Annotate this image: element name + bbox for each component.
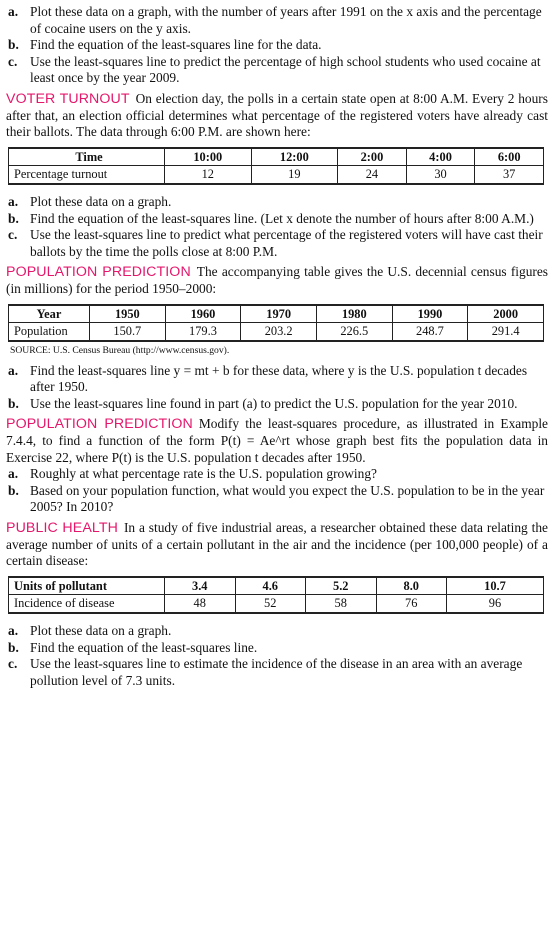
table-cell: Units of pollutant [9,577,165,595]
item-label: b. [8,482,19,498]
item-label: a. [8,623,19,638]
table-cell: 76 [376,595,447,613]
problem-text: The accompanying table gives the U.S. decennial census figures (in millions) for the period 1950–2000: [6,264,548,296]
table-cell: Population [9,323,90,341]
table-header-row [9,148,544,166]
list-item [6,4,548,37]
problem-text: In a study of five industrial areas, a researcher obtained these data relating the average number of units of a certain pollutant in the air and the incidence (per 100,000 people) of a certain disease: [6,520,548,569]
table-cell: 6:00 [475,148,544,166]
table-source: SOURCE: U.S. Census Bureau (http://www.census.gov). [10,344,230,356]
table-cell: 150.7 [90,323,166,341]
list-item [6,466,548,483]
table-cell: 24 [338,166,407,184]
list-item [6,37,548,54]
table-cell: 1980 [316,305,392,323]
health-items [6,623,548,689]
table-cell: 52 [235,595,306,613]
table-header-row [9,577,544,595]
item-label: b. [8,395,19,411]
item-text: Find the equation of the least-squares line for the data. [30,37,322,53]
item-label: c. [8,227,18,243]
table-cell: 226.5 [316,323,392,341]
item-text: Plot these data on a graph. [30,623,172,638]
table-cell: 248.7 [392,323,468,341]
item-text: Roughly at what percentage rate is the U.S. population growing? [30,466,377,482]
voter-turnout-table [8,147,544,185]
table-cell: Year [9,305,90,323]
table-cell: 8.0 [376,577,447,595]
item-text: Find the least-squares line y = mt + b for these data, where y is the U.S. population t decades after 1950. [30,362,528,395]
voter-items [6,194,548,260]
table-row [9,323,544,341]
pollution-table [8,576,544,614]
table-cell: 48 [165,595,236,613]
section-heading: VOTER TURNOUT [6,90,130,107]
public-health-problem [6,520,548,570]
list-item [6,640,548,657]
table-cell: 37 [475,166,544,184]
table-cell: 10:00 [165,148,252,166]
item-label: a. [8,4,19,19]
item-text: Find the equation of the least-squares line. [30,639,258,655]
item-label: b. [8,639,19,655]
table-row [9,595,544,613]
list-item [6,194,548,211]
item-label: c. [8,656,18,672]
textbook-page [6,4,548,689]
table-cell: 3.4 [165,577,236,595]
table-cell: 4.6 [235,577,306,595]
item-text: Use the least-squares line to predict the percentage of high school students who used cocaine at least once by the year 2009. [30,53,541,86]
table-cell: 4:00 [406,148,475,166]
table-cell: 12:00 [251,148,338,166]
table-cell: 12 [165,166,252,184]
population-table [8,304,544,342]
item-label: a. [8,362,19,378]
list-item [6,396,548,413]
table-cell: 58 [306,595,377,613]
list-item [6,211,548,228]
table-cell: 2:00 [338,148,407,166]
section-heading: POPULATION PREDICTION [6,416,193,433]
list-item [6,623,548,640]
table-cell: 179.3 [165,323,241,341]
item-label: b. [8,210,19,226]
table-cell: 1990 [392,305,468,323]
table-cell: 96 [447,595,544,613]
item-text: Plot these data on a graph, with the number of years after 1991 on the x axis and the percentage of cocaine users on the y axis. [30,4,542,36]
item-label: c. [8,53,18,69]
population2-items [6,466,548,516]
table-cell: 1960 [165,305,241,323]
table-row [9,166,544,184]
item-text: Use the least-squares line found in part (a) to predict the U.S. population for the year 2010. [30,395,518,411]
population-items [6,363,548,413]
section-heading: PUBLIC HEALTH [6,520,118,537]
table-cell: 203.2 [241,323,317,341]
intro-items [6,4,548,87]
table-cell: 19 [251,166,338,184]
voter-turnout-problem [6,91,548,141]
table-cell: 1950 [90,305,166,323]
table-cell: Time [9,148,165,166]
list-item [6,656,548,689]
problem-text: Modify the least-squares procedure, as illustrated in Example 7.4.4, to find a function of the form P(t) = Ae^rt whose graph best fits the population data in Exercise 22, where P(t) is the U.S. population t decades after 1950. [6,416,548,465]
table-cell: 291.4 [468,323,544,341]
item-label: b. [8,37,19,53]
table-cell: 1970 [241,305,317,323]
table-cell: 10.7 [447,577,544,595]
item-text: Use the least-squares line to estimate the incidence of the disease in an area with an average pollution level of 7.3 units. [30,656,523,688]
population-exponential-problem [6,416,548,466]
table-header-row [9,305,544,323]
item-label: a. [8,193,19,209]
list-item [6,483,548,516]
table-cell: 30 [406,166,475,184]
population-problem [6,264,548,297]
table-cell: Incidence of disease [9,595,165,613]
item-text: Based on your population function, what would you expect the U.S. population to be in the year 2005? In 2010? [30,482,545,515]
table-cell: 5.2 [306,577,377,595]
item-text: Plot these data on a graph. [30,193,172,209]
list-item [6,363,548,396]
item-text: Find the equation of the least-squares line. (Let x denote the number of hours after 8:00 A.M.) [30,210,534,226]
section-heading: POPULATION PREDICTION [6,264,191,281]
list-item [6,227,548,260]
table-cell: 2000 [468,305,544,323]
table-cell: Percentage turnout [9,166,165,184]
item-label: a. [8,466,19,482]
list-item [6,54,548,87]
item-text: Use the least-squares line to predict what percentage of the registered voters will have cast their ballots by the time the polls close at 8:00 P.M. [30,227,543,259]
problem-text: On election day, the polls in a certain state open at 8:00 A.M. Every 2 hours after that, an election official determines what percentage of the registered voters have already cast their ballots. The data through 6:00 P.M. are shown here: [6,90,548,140]
